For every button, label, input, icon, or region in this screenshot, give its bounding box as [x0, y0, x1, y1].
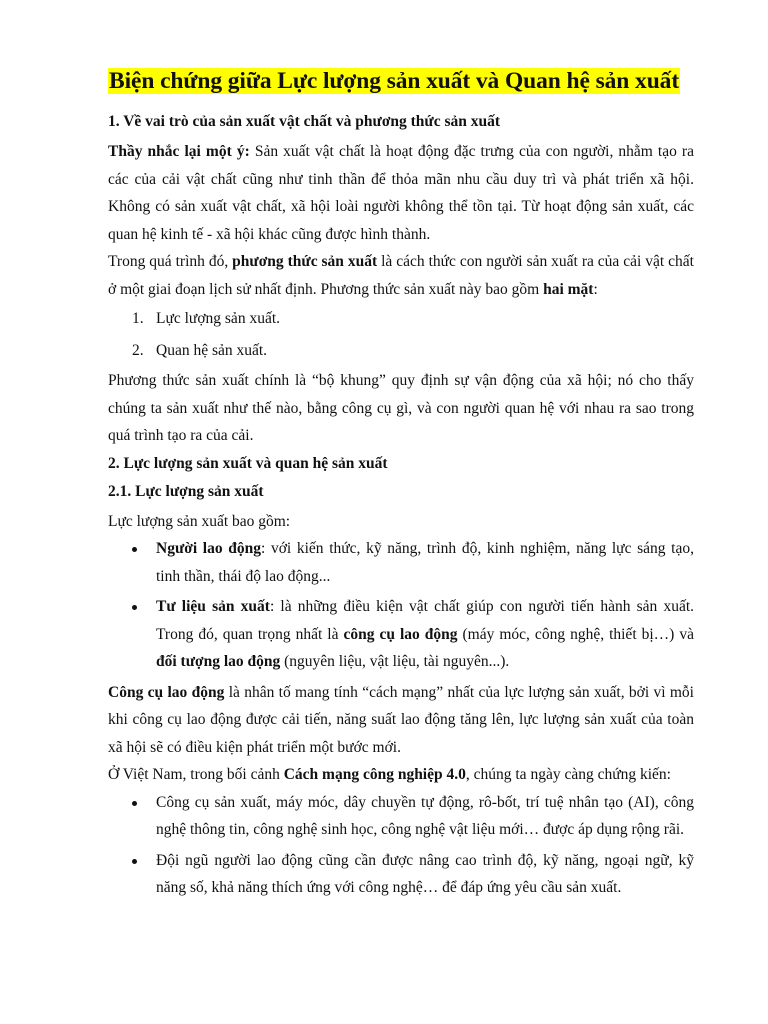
section-2-1-heading: 2.1. Lực lượng sản xuất — [108, 482, 264, 500]
bullet-text: : là những điều kiện vật chất giúp con người tiến hành sản xuất. Trong đó, quan trọng nhất là — [156, 598, 695, 643]
paragraph-2 — [108, 248, 694, 303]
list-item — [108, 535, 694, 590]
numbered-list — [108, 303, 694, 367]
list-item — [108, 335, 694, 367]
paragraph-5-b: , chúng ta ngày càng chứng kiến: — [465, 766, 671, 783]
forces-bullet-list — [108, 535, 694, 676]
bullet-text: (nguyên liệu, vật liệu, tài nguyên...). — [280, 653, 510, 670]
paragraph-4 — [108, 679, 694, 762]
paragraph-3: Phương thức sản xuất chính là “bộ khung” quy định sự vận động của xã hội; nó cho thấy chúng ta sản xuất như thế nào, bằng công cụ gì, và con người quan hệ với nhau ra sao trong quá trình tạo ra của cải. — [108, 372, 694, 444]
bullet-icon — [132, 859, 137, 864]
paragraph-1 — [108, 138, 694, 248]
list-item — [108, 847, 694, 902]
bullet-bold-label: Người lao động — [156, 540, 261, 557]
forces-intro: Lực lượng sản xuất bao gồm: — [108, 512, 291, 530]
list-item-text: Lực lượng sản xuất. — [156, 310, 280, 327]
paragraph-5-bold: Cách mạng công nghiệp 4.0 — [283, 766, 466, 783]
section-2-heading: 2. Lực lượng sản xuất và quan hệ sản xuất — [108, 454, 388, 472]
list-marker: 1. — [132, 310, 144, 327]
paragraph-5-a: Ở Việt Nam, trong bối cảnh — [108, 766, 284, 783]
paragraph-2-a: Trong quá trình đó, — [108, 253, 233, 270]
paragraph-1-lead: Thầy nhắc lại một ý: — [108, 143, 250, 160]
paragraph-2-e: : — [593, 280, 598, 298]
list-item — [108, 593, 694, 676]
bullet-icon — [132, 605, 137, 610]
bullet-bold-objects: đối tượng lao động — [156, 653, 281, 670]
paragraph-5 — [108, 761, 694, 789]
document-title: Biện chứng giữa Lực lượng sản xuất và Quan hệ sản xuất — [109, 68, 680, 94]
list-item — [108, 789, 694, 844]
bullet-icon — [132, 547, 137, 552]
bullet-bold-tools: công cụ lao động — [343, 625, 458, 643]
section-1-heading: 1. Về vai trò của sản xuất vật chất và phương thức sản xuất — [108, 113, 501, 130]
title-wrap — [108, 66, 694, 100]
paragraph-4-text: là nhân tố mang tính “cách mạng” nhất của lực lượng sản xuất, bởi vì mỗi khi công cụ lao động được cải tiến, năng suất lao động tăng lên, lực lượng sản xuất của toàn xã hội sẽ có điều kiện phát triển một bước mới. — [108, 683, 694, 756]
bullet-icon — [132, 801, 137, 806]
bullet-text: Đội ngũ người lao động cũng cần được nâng cao trình độ, kỹ năng, ngoại ngữ, kỹ năng số, khả năng thích ứng với công nghệ… để đáp ứng yêu cầu sản xuất. — [156, 851, 694, 896]
paragraph-2-bold-two-sides: hai mặt — [543, 280, 594, 298]
paragraph-2-bold-method: phương thức sản xuất — [232, 253, 378, 270]
list-marker: 2. — [132, 342, 144, 359]
list-item-text: Quan hệ sản xuất. — [156, 342, 268, 359]
paragraph-4-bold: Công cụ lao động — [108, 683, 225, 701]
list-item — [108, 303, 694, 335]
bullet-text: : với kiến thức, kỹ năng, trình độ, kinh nghiệm, năng lực sáng tạo, tinh thần, thái độ lao động... — [156, 540, 694, 585]
paragraph-1-text: Sản xuất vật chất là hoạt động đặc trưng của con người, nhằm tạo ra các của cải vật chất cũng như tinh thần để thỏa mãn nhu cầu duy trì và phát triển xã hội. Không có sản xuất vật chất, xã hội loài người không thể tồn tại. Từ hoạt động sản xuất, các quan hệ kinh tế - xã hội khác cũng được hình thành. — [108, 143, 694, 243]
bullet-text: Công cụ sản xuất, máy móc, dây chuyền tự động, rô-bốt, trí tuệ nhân tạo (AI), công nghệ thông tin, công nghệ sinh học, công nghệ vật liệu mới… được áp dụng rộng rãi. — [156, 793, 694, 838]
bullet-bold-label: Tư liệu sản xuất — [156, 598, 270, 615]
paragraph-2-c: là cách thức con người sản xuất ra của cải vật chất ở một giai đoạn lịch sử nhất định. Phương thức sản xuất này bao gồm — [108, 253, 694, 298]
vietnam-bullet-list — [108, 789, 694, 902]
bullet-text: (máy móc, công nghệ, thiết bị…) và — [457, 625, 694, 643]
